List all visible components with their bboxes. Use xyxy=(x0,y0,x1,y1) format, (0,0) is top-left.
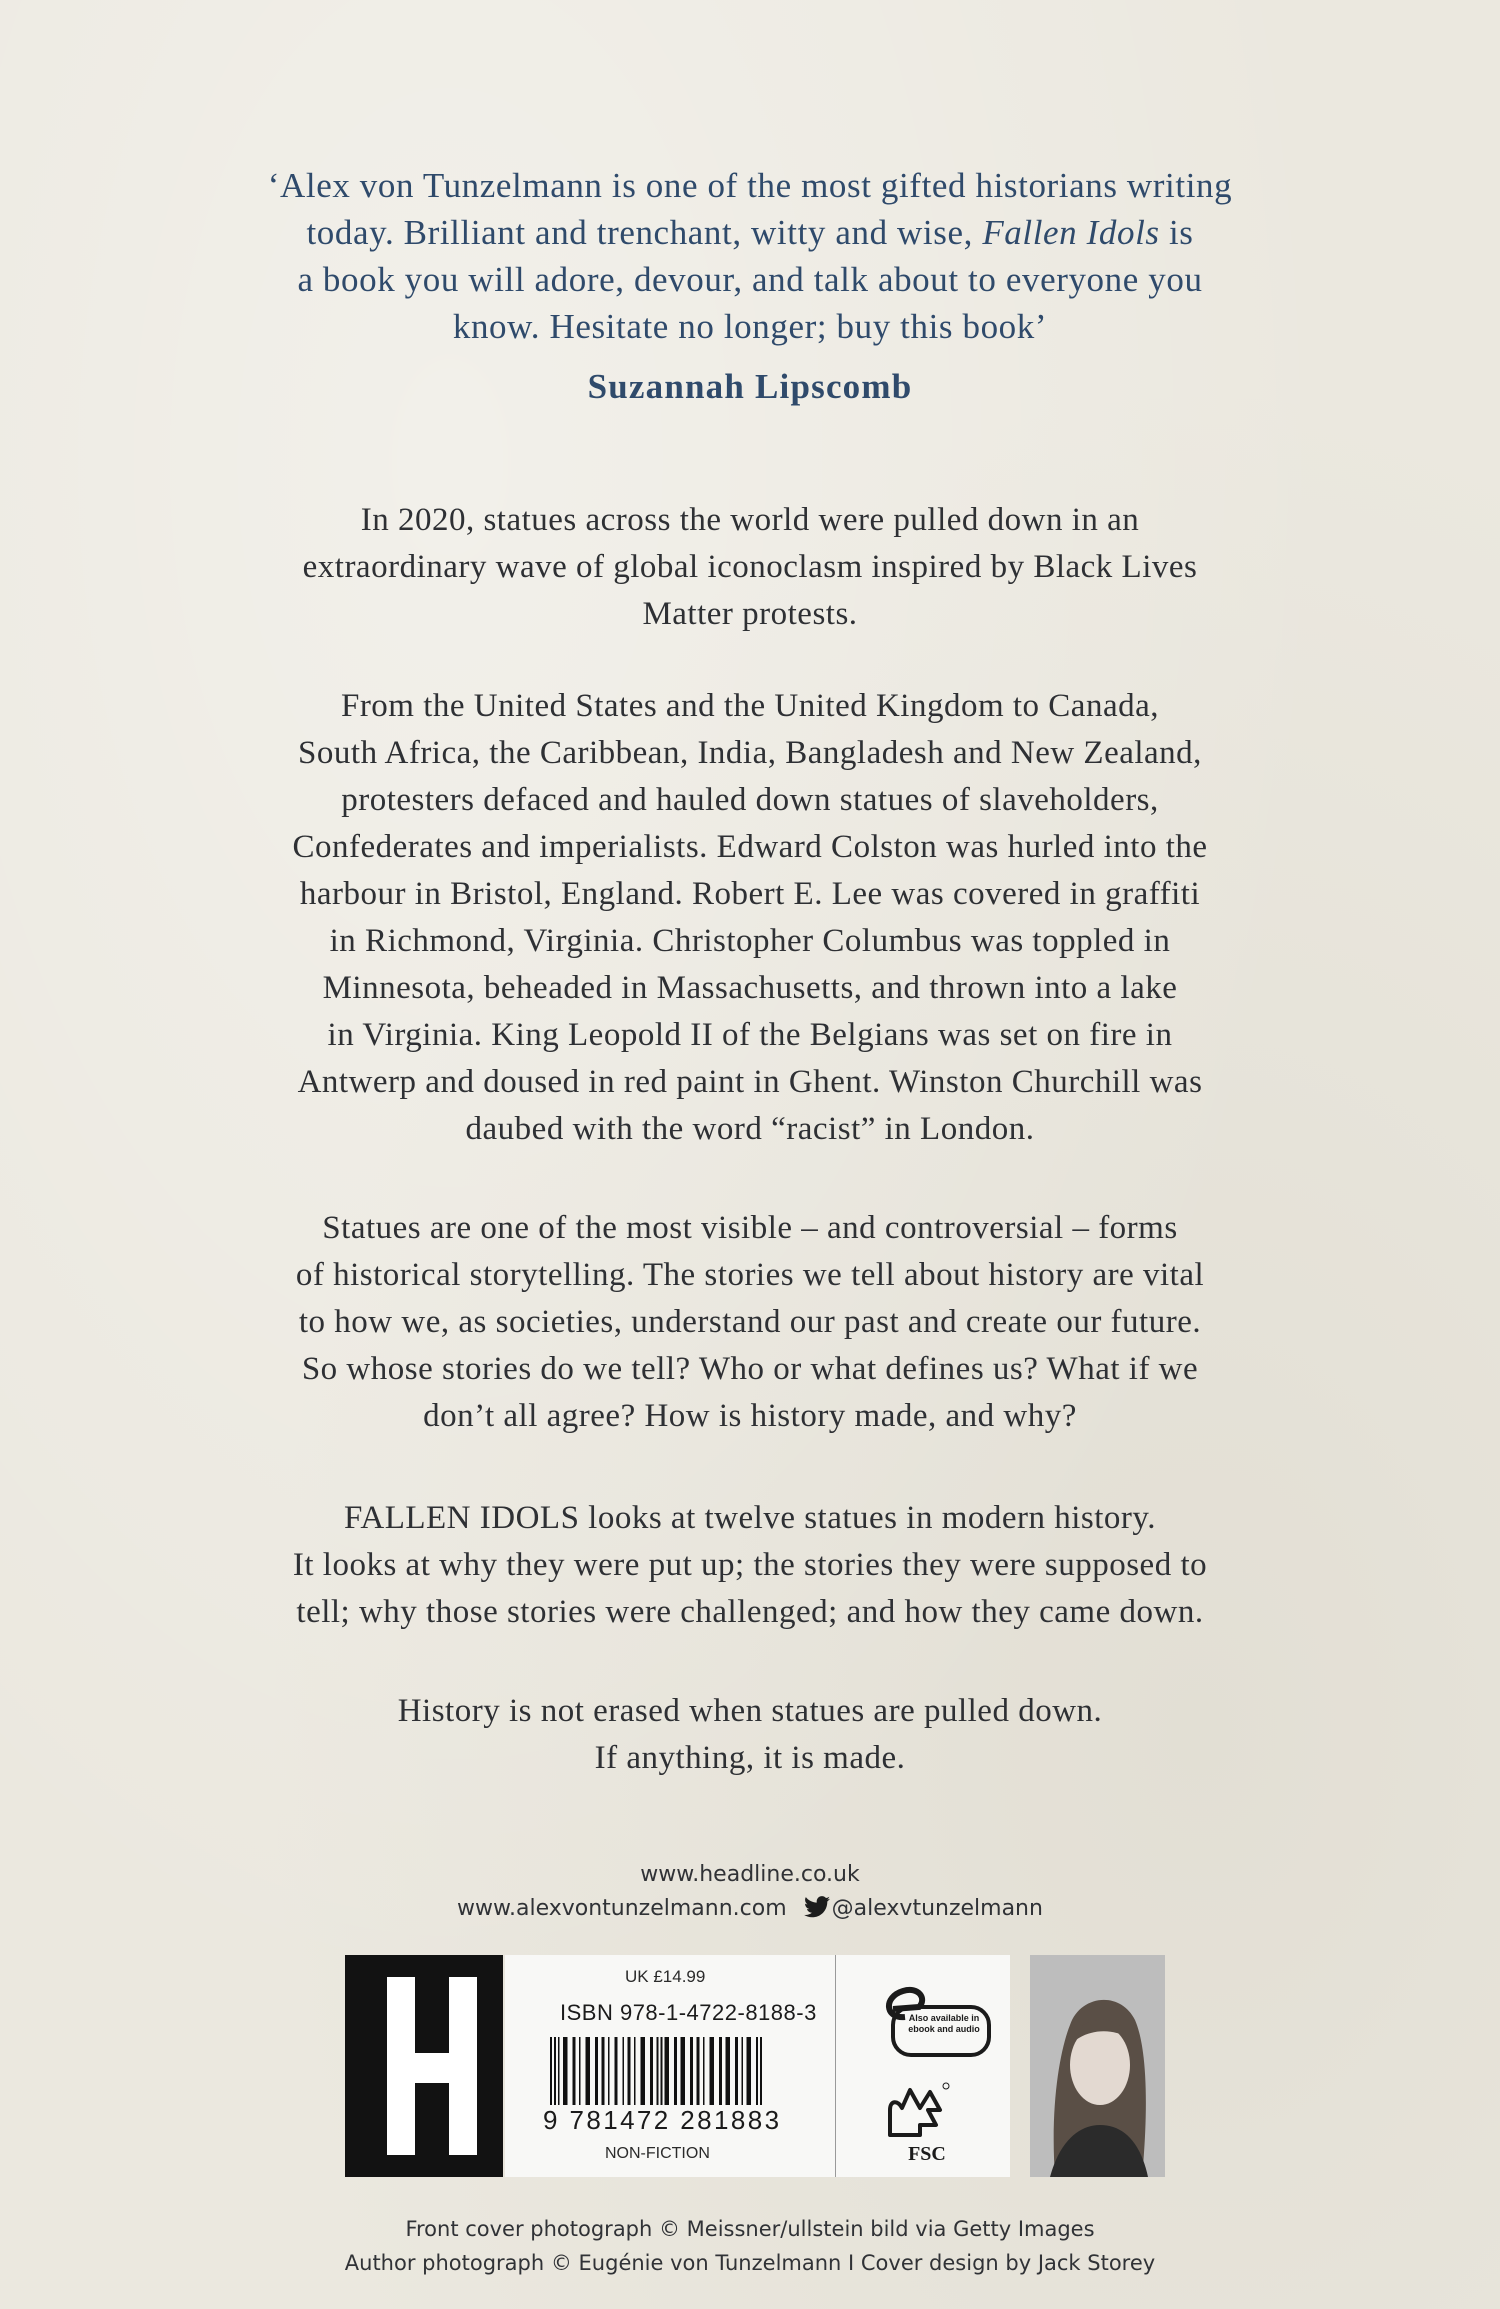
author-portrait-image xyxy=(1030,1955,1165,2177)
h-letter-icon xyxy=(345,1955,503,2177)
blurb-line: Matter protests. xyxy=(642,596,858,632)
blurb-line: in Virginia. King Leopold II of the Belgians was set on fire in xyxy=(327,1017,1173,1053)
barcode-bar xyxy=(634,2037,636,2107)
barcode-bar xyxy=(563,2037,568,2107)
barcode-bar xyxy=(650,2037,653,2107)
barcode-bar xyxy=(615,2037,618,2107)
barcode-bar xyxy=(586,2037,591,2107)
fsc-label: FSC xyxy=(908,2143,946,2165)
ebook-badge-text: Also available in ebook and audio xyxy=(908,2013,980,2034)
quote-line: ‘Alex von Tunzelmann is one of the most gifted historians writing xyxy=(267,166,1233,205)
author-links-row xyxy=(300,1892,1200,1926)
blurb-line: FALLEN IDOLS looks at twelve statues in modern history. xyxy=(343,1500,1157,1536)
blurb-line: Minnesota, beheaded in Massachusetts, and thrown into a lake xyxy=(322,970,1178,1006)
blurb-line: tell; why those stories were challenged; and how they came down. xyxy=(296,1594,1204,1630)
barcode-bar xyxy=(747,2037,752,2107)
publisher-link[interactable]: www.headline.co.uk xyxy=(640,1862,860,1887)
headline-h-logo xyxy=(345,1955,503,2177)
twitter-bird-icon xyxy=(804,1896,830,1918)
quote-attribution: Suzannah Lipscomb xyxy=(587,367,913,406)
blurb-paragraph-2 xyxy=(210,683,1290,1153)
blurb-line: of historical storytelling. The stories we tell about history are vital xyxy=(295,1257,1205,1293)
blurb-paragraph-5 xyxy=(210,1688,1290,1782)
barcode-bar xyxy=(681,2037,686,2107)
panel-divider xyxy=(835,1955,836,2177)
blurb-line: don’t all agree? How is history made, and why? xyxy=(423,1398,1077,1434)
barcode-bar xyxy=(665,2037,670,2107)
blurb-line: harbour in Bristol, England. Robert E. Lee was covered in graffiti xyxy=(299,876,1201,912)
barcode-bar xyxy=(558,2037,560,2107)
author-photo xyxy=(1030,1955,1165,2177)
blurb-line: South Africa, the Caribbean, India, Bangladesh and New Zealand, xyxy=(298,735,1202,771)
barcode-bar xyxy=(697,2037,700,2107)
barcode-bar xyxy=(628,2037,631,2107)
fsc-tree-icon xyxy=(880,2080,960,2140)
book-title-italic: Fallen Idols xyxy=(982,213,1160,252)
barcode-bar xyxy=(641,2037,646,2107)
blurb-line: If anything, it is made. xyxy=(594,1740,906,1776)
barcode-bar xyxy=(573,2037,576,2107)
author-photo-credit: Author photograph © Eugénie von Tunzelmann I Cover design by Jack Storey xyxy=(344,2251,1156,2275)
isbn-label: ISBN 978-1-4722-8188-3 xyxy=(560,2000,817,2025)
barcode-bar xyxy=(608,2037,610,2107)
blurb-line: protesters defaced and hauled down statues of slaveholders, xyxy=(341,782,1159,818)
cover-photo-credit: Front cover photograph © Meissner/ullstein bild via Getty Images xyxy=(405,2217,1095,2241)
barcode-bar xyxy=(719,2037,722,2107)
barcode-bar xyxy=(579,2037,581,2107)
blurb-line: in Richmond, Virginia. Christopher Columbus was toppled in xyxy=(329,923,1171,959)
barcode-bar xyxy=(674,2037,677,2107)
blurb-paragraph-3 xyxy=(210,1205,1290,1440)
barcode-digits: 9 781472 281883 xyxy=(543,2105,813,2136)
blurb-paragraph-1 xyxy=(210,497,1290,638)
author-site-link[interactable]: www.alexvontunzelmann.com xyxy=(457,1896,787,1921)
barcode-bar xyxy=(602,2037,605,2107)
blurb-line: History is not erased when statues are pulled down. xyxy=(397,1693,1103,1729)
barcode-bar xyxy=(595,2037,598,2107)
barcode-bar xyxy=(726,2037,731,2107)
blurb-line: From the United States and the United Kingdom to Canada, xyxy=(340,688,1160,724)
blurb-line: So whose stories do we tell? Who or what defines us? What if we xyxy=(301,1351,1199,1387)
twitter-handle-link[interactable]: @alexvtunzelmann xyxy=(831,1896,1043,1921)
barcode-bar xyxy=(710,2037,715,2107)
barcode-bar xyxy=(690,2037,693,2107)
barcode-bar xyxy=(703,2037,705,2107)
quote-line: today. Brilliant and trenchant, witty and wise, Fallen Idols is xyxy=(306,213,1194,252)
barcode-bar xyxy=(623,2037,625,2107)
blurb-line: Antwerp and doused in red paint in Ghent. Winston Churchill was xyxy=(297,1064,1203,1100)
blurb-paragraph-4 xyxy=(210,1495,1290,1636)
quote-line: know. Hesitate no longer; buy this book’ xyxy=(452,307,1048,346)
blurb-line: Confederates and imperialists. Edward Colston was hurled into the xyxy=(292,829,1208,865)
barcode-bar xyxy=(742,2037,744,2107)
barcode-bar xyxy=(735,2037,738,2107)
blurb-line: It looks at why they were put up; the stories they were supposed to xyxy=(292,1547,1208,1583)
blurb-line: extraordinary wave of global iconoclasm inspired by Black Lives xyxy=(302,549,1198,585)
photo-credits xyxy=(250,2212,1250,2280)
quote-line: a book you will adore, devour, and talk about to everyone you xyxy=(297,260,1203,299)
web-links xyxy=(300,1858,1200,1926)
price-label: UK £14.99 xyxy=(625,1967,706,1986)
review-quote xyxy=(190,162,1310,350)
blurb-line: Statues are one of the most visible – and controversial – forms xyxy=(322,1210,1178,1246)
blurb-line: daubed with the word “racist” in London. xyxy=(465,1111,1035,1147)
blurb-line: to how we, as societies, understand our past and create our future. xyxy=(298,1304,1202,1340)
barcode-panel xyxy=(505,1955,1010,2177)
genre-label: NON-FICTION xyxy=(605,2145,710,2162)
blurb-line: In 2020, statues across the world were pulled down in an xyxy=(360,502,1140,538)
